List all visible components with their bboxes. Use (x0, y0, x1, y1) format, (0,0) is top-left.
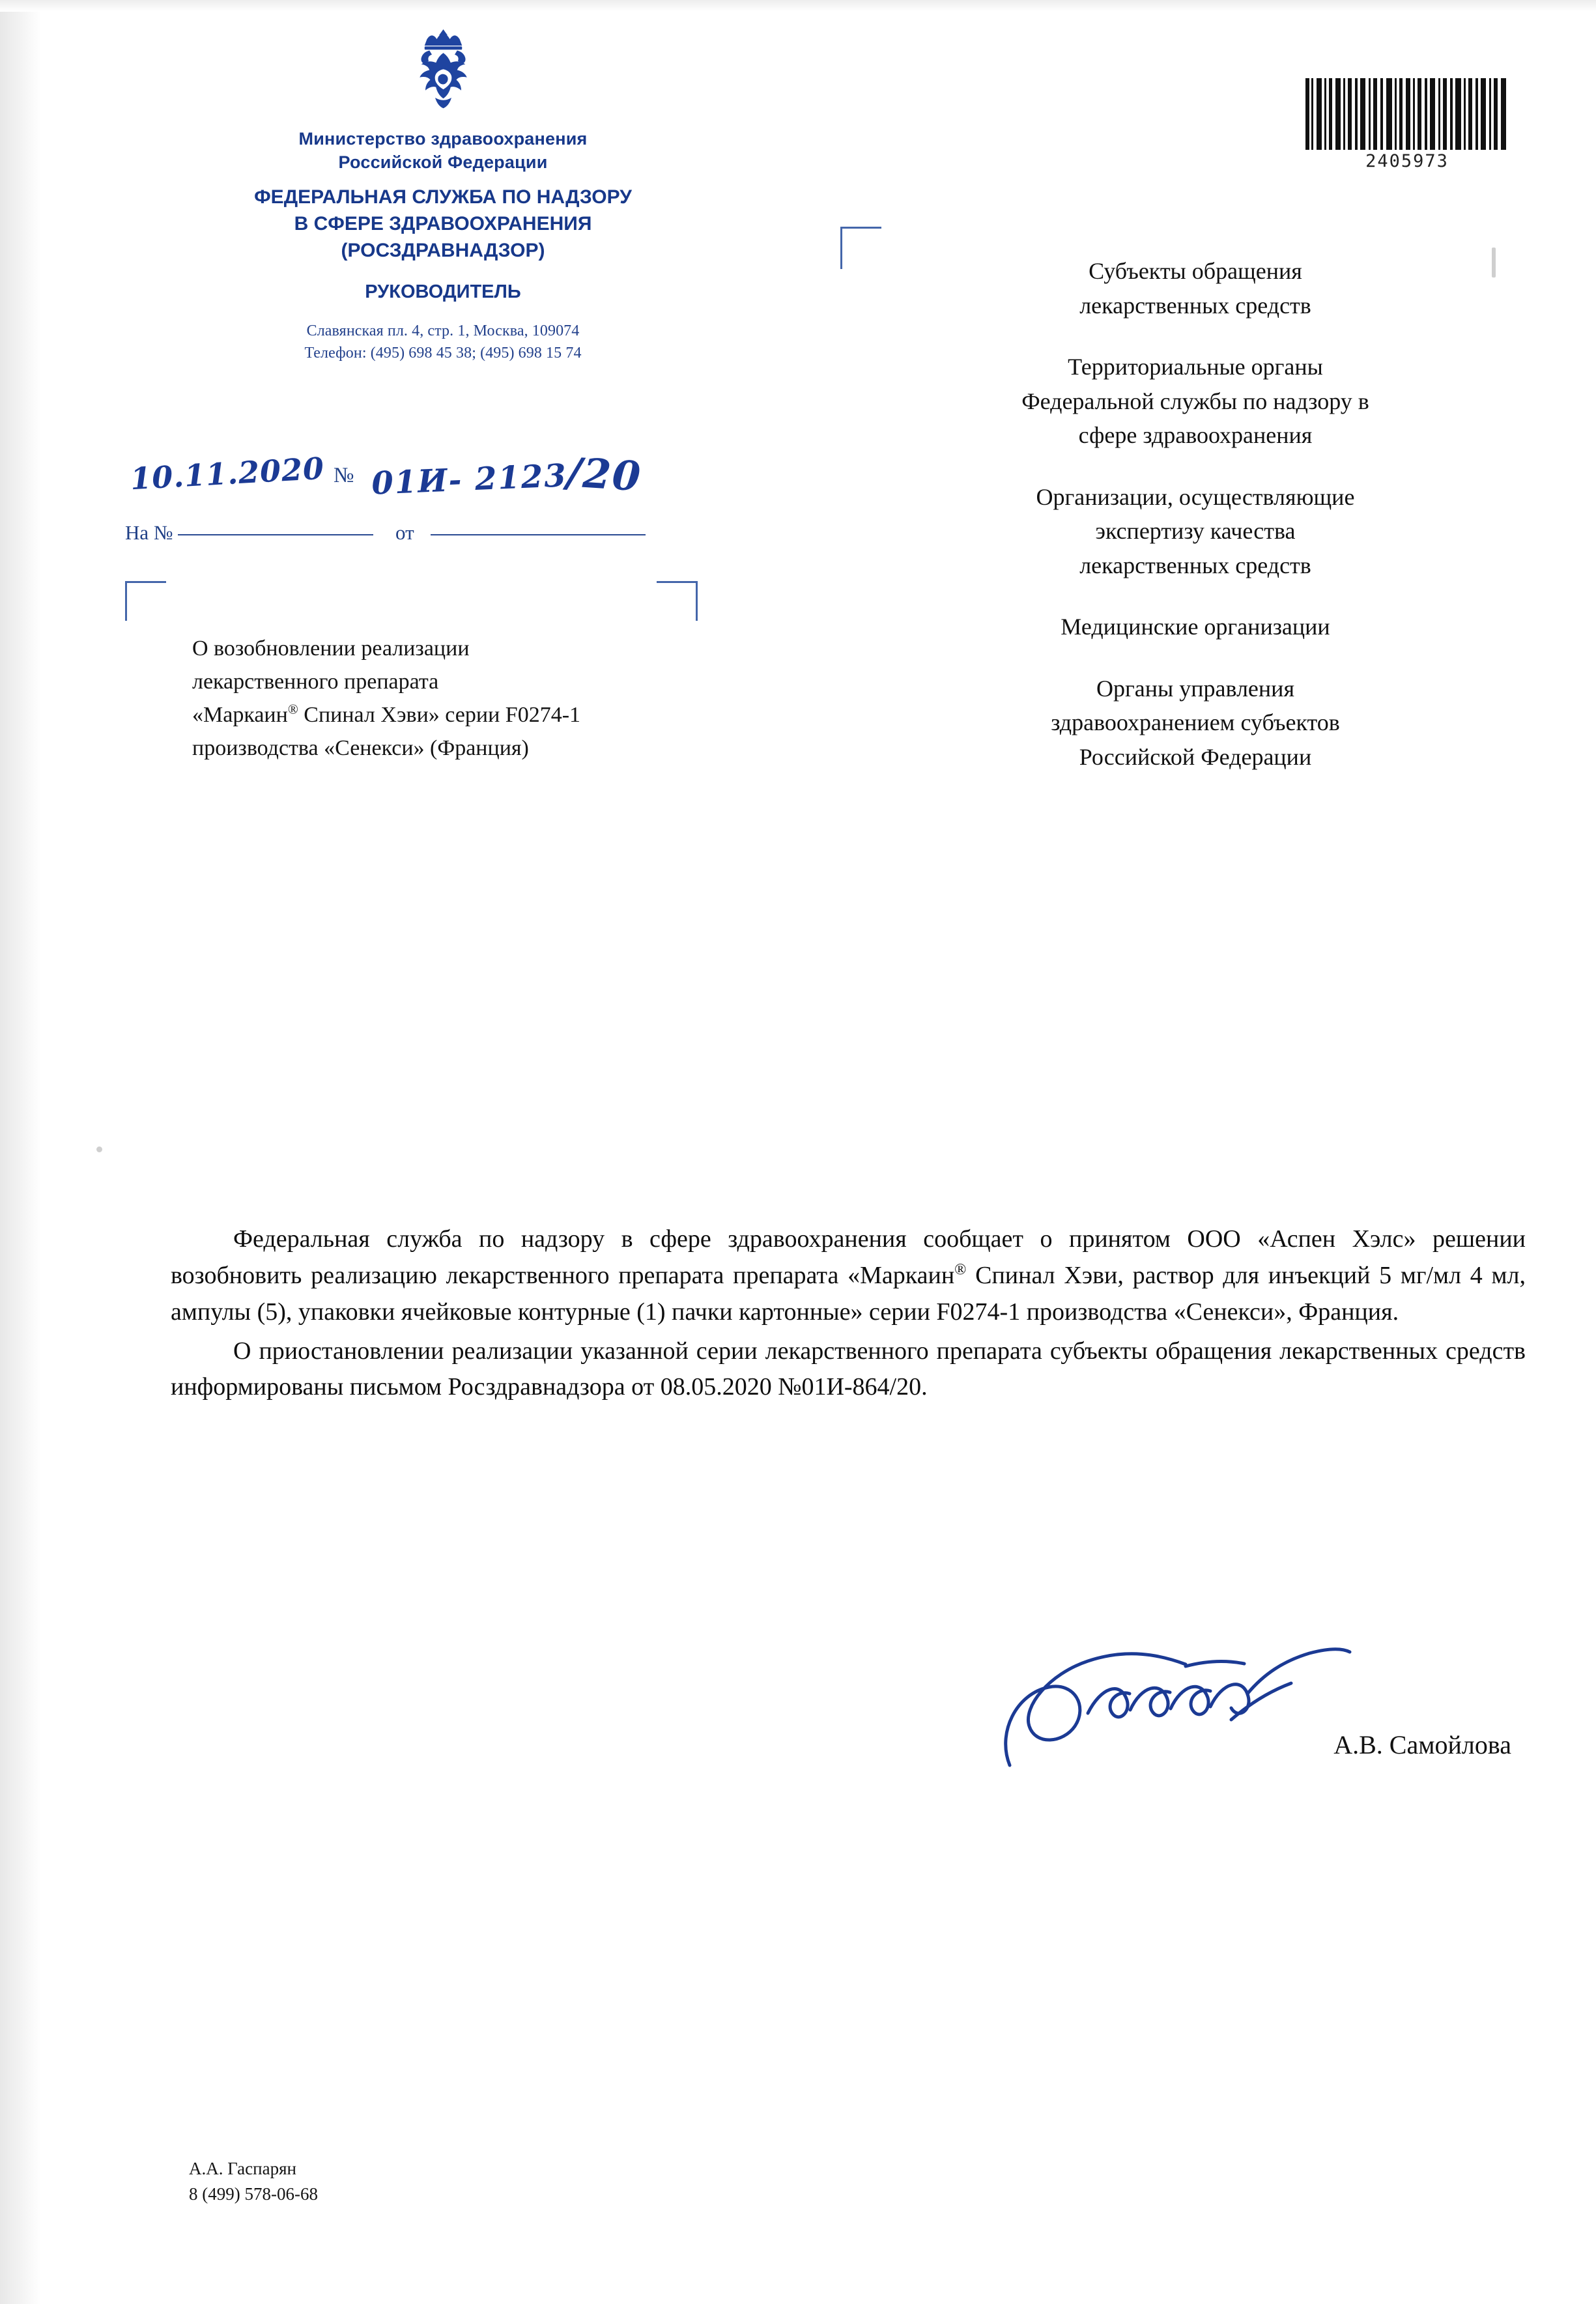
body-paragraph-1-part-a: Федеральная служба по надзору в сфере здравоохранения сообщает о принятом ООО «Аспен Хэлс» решении возобновить реализацию лекарственного препарата препарата «Маркаин (171, 1225, 1526, 1289)
executor-name: А.А. Гаспарян (189, 2159, 296, 2178)
outgoing-number-handwritten (371, 445, 643, 504)
subject-line-3 (192, 698, 844, 732)
bracket-corner-top-right-subject (657, 581, 698, 621)
chief-title: РУКОВОДИТЕЛЬ (365, 281, 521, 302)
signer-name: А.В. Самойлова (1333, 1730, 1511, 1759)
letter-body (171, 1221, 1526, 1408)
number-sign-label: № (334, 464, 354, 487)
bracket-corner-top-left-subject (125, 581, 166, 621)
ministry-line-1: Министерство здравоохранения (298, 129, 588, 149)
postal-address: Славянская пл. 4, стр. 1, Москва, 109074 (306, 322, 580, 339)
registered-mark: ® (287, 701, 298, 717)
registered-mark: ® (954, 1261, 967, 1279)
addressee-item-3: Организации, осуществляющие экспертизу качества лекарственных средств (1036, 483, 1355, 578)
executor-phone: 8 (499) 578-06-68 (189, 2184, 318, 2204)
addressee-item-5: Органы управления здравоохранением субъектов Российской Федерации (1051, 675, 1340, 771)
barcode-block (1303, 78, 1511, 171)
body-paragraph-1 (171, 1221, 1526, 1331)
outgoing-date-handwritten: 10.11.2020 (129, 450, 326, 497)
body-paragraph-2: О приостановлении реализации указанной серии лекарственного препарата субъекты обращения лекарственных средств информированы письмом Росздравнадзора от 08.05.2020 №01И-864/20. (171, 1337, 1526, 1401)
incoming-reference-row (125, 521, 646, 545)
barcode-icon (1303, 78, 1511, 150)
ministry-line-2: Российской Федерации (338, 152, 548, 172)
russian-coat-of-arms-icon (403, 26, 484, 124)
ministry-name (114, 128, 772, 174)
subject-line-2: лекарственного препарата (192, 670, 439, 694)
subject-line-1: О возобновлении реализации (192, 636, 470, 661)
scan-edge-shadow-left (0, 0, 40, 2304)
service-line-3: (РОСЗДРАВНАДЗОР) (341, 239, 545, 261)
outgoing-number-suffix: /20 (565, 448, 644, 501)
letterhead-address (114, 320, 772, 364)
body-paragraph-1-part-b: Спинал Хэви, раствор для инъекций 5 мг/мл 4 мл, ампулы (5), упаковки ячейковые контурные (1) пачки картонные» серии F0274-1 производства «Сенекси», Франция. (171, 1261, 1526, 1326)
service-line-1: ФЕДЕРАЛЬНАЯ СЛУЖБА ПО НАДЗОРУ (254, 186, 632, 208)
scan-edge-shadow-top (0, 0, 1596, 12)
incoming-date-label: от (395, 521, 414, 544)
addressee-item-1: Субъекты обращения лекарственных средств (1079, 258, 1311, 319)
outgoing-number-value: 01И- 2123 (371, 457, 568, 502)
addressee-item-4: Медицинские организации (1061, 614, 1330, 640)
service-line-2: В СФЕРЕ ЗДРАВООХРАНЕНИЯ (294, 213, 592, 235)
scan-speck (96, 1146, 102, 1152)
addressee-list (866, 254, 1524, 802)
letter-subject (192, 632, 844, 765)
barcode-number: 2405973 (1365, 151, 1449, 171)
service-name (114, 184, 772, 264)
signature-scrawl-icon (990, 1615, 1361, 1811)
incoming-number-rule (178, 533, 373, 535)
incoming-date-rule (431, 533, 646, 535)
addressee-item-2: Территориальные органы Федеральной службы по надзору в сфере здравоохранения (1021, 354, 1369, 449)
phone-numbers: Телефон: (495) 698 45 38; (495) 698 15 74 (304, 344, 582, 362)
executor-block (189, 2156, 318, 2207)
subject-line-4: производства «Сенекси» (Франция) (192, 736, 529, 760)
letterhead (114, 26, 772, 364)
incoming-number-label: На № (125, 521, 173, 544)
subject-series: Спинал Хэви» серии F0274-1 (298, 703, 581, 727)
subject-drug-name: «Маркаин (192, 703, 288, 727)
